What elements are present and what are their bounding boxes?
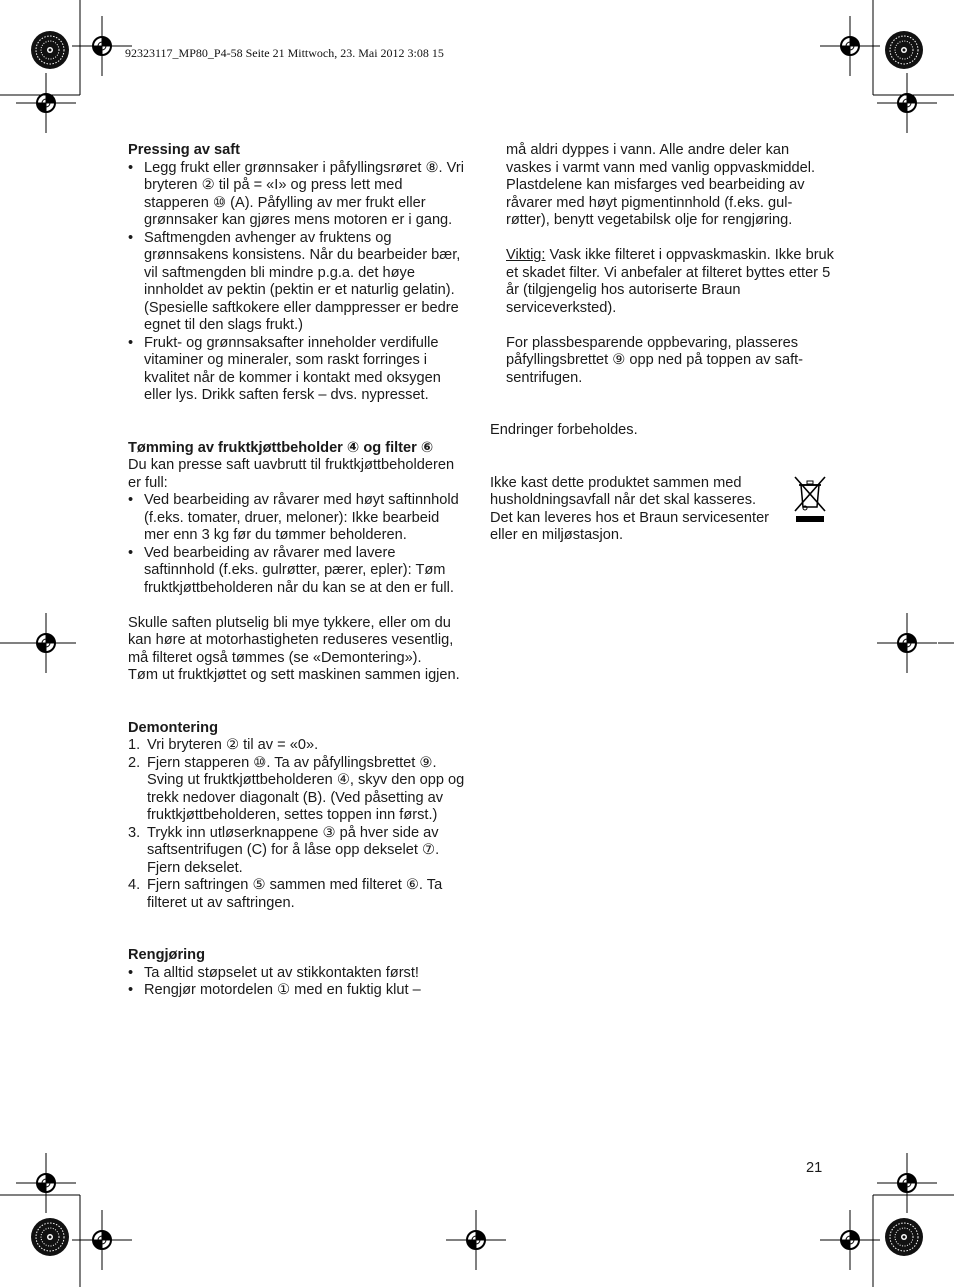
left-column [128,142,468,1000]
section-emptying [128,440,468,685]
bullet-item: • Legg frukt eller grønnsaker i påfyllingsrøret ⑧. Vri bryteren ② til på = «I» og press lett med stapperen ⑩ (A). Påfylling av mer frukt eller grønnsaker kan gjøres mens motoren er i gang. [128,160,468,230]
dismantle-steps [128,737,468,912]
step-item: 3. Trykk inn utløserknappene ③ på hver side av saftsentrifugen (C) for å låse opp dekselet ⑦. Fjern dekselet. [128,824,440,876]
disposal-note [490,475,835,545]
cleaning-bullets [128,965,468,1000]
bullet-item: • Ved bearbeiding av råvarer med lavere saftinnhold (f.eks. gulrøtter, pærer, epler): Tøm fruktkjøttbeholderen når du kan se at den er full. [128,545,468,598]
emptying-paragraph: Skulle saften plutselig bli mye tykkere, eller om du kan høre at motorhastigheten reduseres vesentlig, må filteret også tømmes (se «Demontering»). [128,614,454,666]
bullet-item: • Ved bearbeiding av råvarer med høyt saftinnhold (f.eks. tomater, druer, meloner): Ikke bearbeid mer enn 3 kg før du tømmer beholderen. [128,492,468,545]
print-slug: 92323117_MP80_P4-58 Seite 21 Mittwoch, 23. Mai 2012 3:08 15 [125,46,444,60]
pressing-bullets [128,160,468,405]
step-item: 2. Fjern stapperen ⑩. Ta av påfyllingsbrettet ⑨. Sving ut fruktkjøttbeholderen ④, skyv den opp og trekk nedover diagonalt (B). (Ved påsetting av fruktkjøttbeholderen, settes toppen inn først.) [128,754,465,823]
section-pressing [128,142,468,405]
bullet-item: • Ta alltid støpselet ut av stikkontakten først! [128,965,468,983]
changes-note: Endringer forbeholdes. [490,422,638,438]
emptying-bullets [128,492,468,597]
right-column [490,142,835,545]
emptying-intro: Du kan presse saft uavbrutt til fruktkjøttbeholderen er full: [128,457,455,491]
important-label: Viktig: [506,247,546,263]
bullet-item: • Saftmengden avhenger av fruktens og grønnsakens konsistens. Når du bearbeider bær, vil saftmengden bli mindre p.g.a. det høye innholdet av pektin (pektin er et naturlig gelatin). (Spesielle saftkokere eller damppresser er bedre egnet til den slags frukt.) [128,230,468,335]
section-heading-dismantle: Demontering [128,719,218,736]
section-heading-cleaning: Rengjøring [128,947,206,963]
step-item: 1. Vri bryteren ② til av = «0». [128,737,319,753]
step-item: 4. Fjern saftringen ⑤ sammen med filteret ⑥. Ta filteret ut av saftringen. [128,877,443,911]
page-number: 21 [806,1160,823,1176]
bullet-note: (Spesielle saftkokere eller damppresser er bedre egnet til den slags frukt.) [144,299,459,333]
section-cleaning [128,947,468,1000]
crossed-out-wheelie-bin-icon [793,475,827,523]
emptying-paragraph: Tøm ut fruktkjøttet og sett maskinen sammen igjen. [128,667,460,683]
important-text: Vask ikke filteret i oppvaskmaskin. Ikke bruk et skadet filter. Vi anbefaler at filteret byttes etter 5 år (tilgjengelig hos autoriserte Braun serviceverksted). [506,247,834,316]
disposal-text: Ikke kast dette produktet sammen med husholdningsavfall når det skal kasseres. Det kan leveres hos et Braun servicesenter eller en miljøstasjon. [490,474,770,543]
bullet-item: • Rengjør motordelen ① med en fuktig klut – [128,982,468,1000]
cleaning-continued: må aldri dyppes i vann. Alle andre deler kan vaskes i varmt vann med vanlig oppvaskmiddel. Plastdelene kan misfarges ved bearbeiding av råvarer med høyt pigmentinnhold (f.eks. gul-røtter), benytt vegetabilsk olje for rengjøring. [506,142,816,228]
bullet-item: • Frukt- og grønnsaksafter inneholder verdifulle vitaminer og mineraler, som raskt forringes i kvalitet når de kommer i kontakt med oksygen eller lys. Drikk saften fersk – dvs. nypresset. [128,335,468,405]
section-heading-emptying: Tømming av fruktkjøttbeholder ④ og filter ⑥ [128,439,434,456]
important-note [490,247,835,317]
storage-note: For plassbesparende oppbevaring, plasseres påfyllingsbrettet ⑨ opp ned på toppen av saft-sentrifugen. [506,334,804,386]
section-heading-pressing: Pressing av saft [128,142,240,158]
section-dismantle [128,720,468,913]
